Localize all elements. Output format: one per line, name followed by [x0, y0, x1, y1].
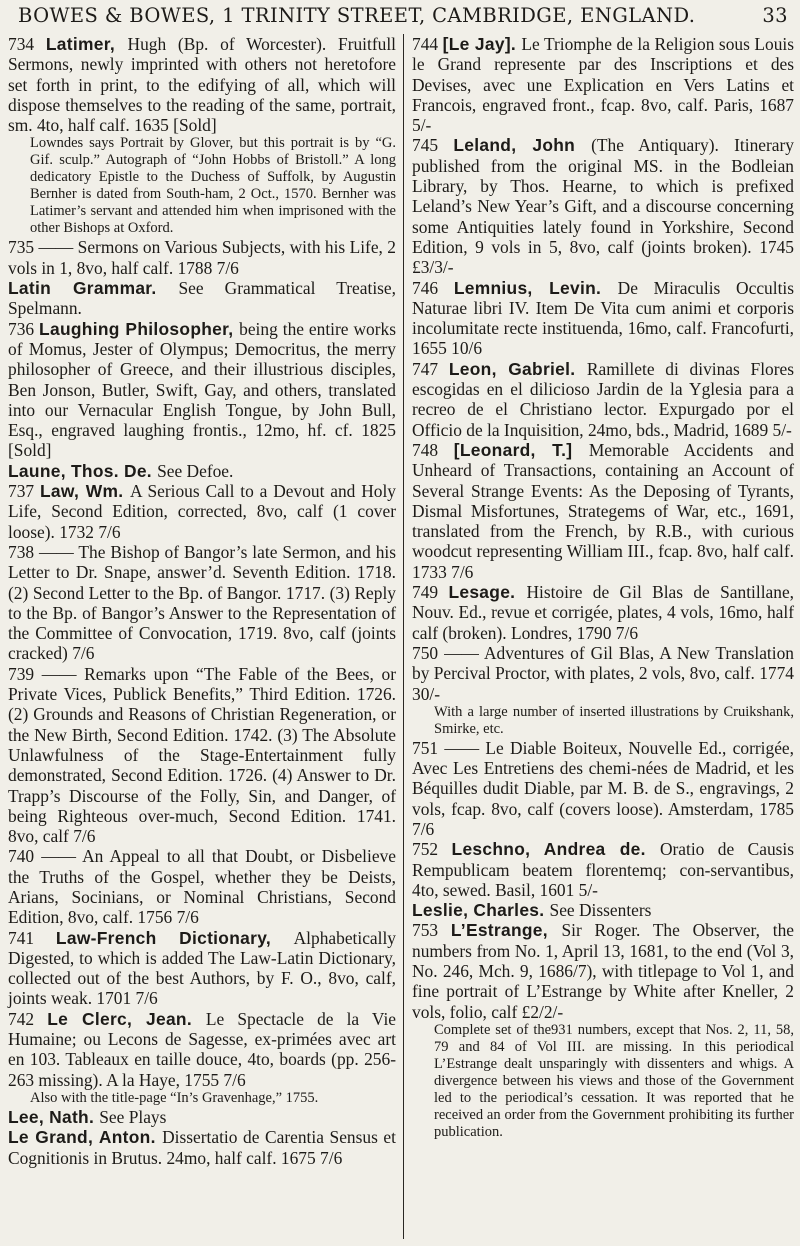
catalogue-entry	[412, 582, 794, 643]
column-divider	[403, 34, 404, 1239]
entry-number: 734	[8, 34, 46, 54]
entry-text: Le Spectacle de la Vie Humaine; ou Lecons de Sagesse, ex-primées avec art en 103. Tableaux en taille douce, 4to, boards (pp. 256-263 missing). A la Haye, 1755 7/6	[8, 1008, 397, 1090]
entry-text: —— Adventures of Gil Blas, A New Translation by Percival Proctor, with plates, 2 vols, 8vo, calf. 1774 30/-	[412, 642, 794, 704]
entry-number: 739	[8, 663, 42, 684]
entry-heading: Laughing Philosopher,	[39, 318, 240, 339]
entry-text: Ramillete di divinas Flores escogidas en el dilicioso Jardin de la Yglesia para a recreo de el Christiano lector. Expurgado por el Officio de la Inquisition, 24mo, bds., Madrid, 1689 5/-	[412, 358, 794, 440]
entry-number: 735	[8, 237, 39, 258]
entry-number: 742	[8, 1008, 48, 1029]
entry-heading: Lesage.	[448, 582, 527, 603]
entry-text: —— Remarks upon “The Fable of the Bees, or Private Vices, Publick Benefits,” Third Edition. 1726. (2) Grounds and Reasons of Christian Regeneration, or the New Birth, Second Edition. 1742. (3) The Absolute Unlawfulness of the Stage-Entertainment fully demonstrated, Second Edition. 1726. (4) Answer to Dr. Trapp’s Discourse of the Folly, Sin, and Danger, of being Righteous over-much, Second Edition. 1741. 8vo, calf 7/6	[8, 663, 396, 847]
entry-text: Sir Roger. The Observer, the numbers from No. 1, April 13, 1681, to the end (Vol 3, No. 246, Mch. 9, 1686/7), with titlepage to Vol 1, and fine portrait of L’Estrange by White after Kneller, 2 vols, folio, calf £2/2/-	[412, 920, 794, 1022]
entry-heading: Law-French Dictionary,	[55, 927, 294, 948]
entry-heading: Law, Wm.	[39, 481, 131, 502]
catalogue-entry	[8, 319, 396, 461]
entry-number: 744	[412, 34, 443, 54]
bookseller-address: BOWES & BOWES, 1 TRINITY STREET, CAMBRIDGE, ENGLAND.	[18, 4, 696, 27]
catalogue-entry	[8, 278, 396, 319]
entry-heading: Latimer,	[45, 34, 128, 54]
entry-text: See Defoe.	[157, 460, 234, 481]
entry-number: 750	[412, 642, 445, 663]
catalogue-entry	[412, 135, 794, 277]
entry-text: De Miraculis Occultis Naturae libri IV. Item De Vita cum animi et corporis incolumitate recte instituenda, 16mo, calf. Francofurti, 1655 10/6	[412, 277, 795, 359]
entry-number: 748	[412, 439, 454, 460]
entry-text: being the entire works of Momus, Jester of Olympus; Democritus, the merry philosopher of Greece, and their illustrious disciples, Ben Jonson, Butler, Swift, Gay, and others, translated into our Vernacular English Tongue, by John Bull, Esq., engraved laughing frontis., 12mo, hf. cf. 1825 [Sold]	[8, 318, 396, 461]
entry-text: Alphabetically Digested, to which is added The Law-Latin Dictionary, collected out of the best Authors, by F. O., 8vo, calf, joints weak. 1701 7/6	[8, 927, 396, 1009]
left-column	[8, 34, 396, 1168]
catalogue-entry	[412, 738, 794, 839]
catalogue-entry	[8, 237, 396, 278]
entry-number: 738	[8, 541, 40, 562]
entry-text: See Grammatical Treatise, Spelmann.	[8, 278, 396, 319]
catalogue-entry	[412, 920, 794, 1021]
entry-number: 746	[412, 277, 454, 298]
entry-number: 740	[8, 846, 42, 867]
entry-heading: Laune, Thos. De.	[8, 460, 158, 481]
right-column	[412, 34, 794, 1141]
entry-heading: Leon, Gabriel.	[448, 358, 587, 379]
catalogue-entry	[8, 1009, 396, 1090]
entry-heading: Leslie, Charles.	[412, 900, 550, 921]
catalogue-entry	[8, 481, 396, 542]
entry-note: Lowndes says Portrait by Glover, but this portrait is by “G. Gif. sculp.” Autograph of “John Hobbs of Bristoll.” A long dedicatory Epistle to the Duchess of Suffolk, by Augustin Bernher is dated from South-ham, 2 Oct., 1570. Bernher was Latimer’s servant and attended him when imprisoned with the other Bishops at Oxford.	[30, 135, 396, 237]
entry-text: —— The Bishop of Bangor’s late Sermon, and his Letter to Dr. Snape, answer’d. Seventh Edition. 1718. (2) Second Letter to the Bp. of Bangor. 1717. (3) Reply to the Bp. of Bangor’s Answer to the Representation of the Committee of Convocation, 1719. 8vo, calf (joints cracked) 7/6	[8, 541, 397, 664]
entry-heading: Le Clerc, Jean.	[47, 1008, 206, 1029]
entry-number: 749	[412, 582, 449, 603]
entry-number: 747	[412, 358, 449, 379]
entry-text: —— An Appeal to all that Doubt, or Disbelieve the Truths of the Gospel, whether they be Deists, Arians, Socinians, or Nominal Christians, Second Edition, 8vo, calf. 1756 7/6	[8, 846, 396, 928]
entry-text: —— Le Diable Boiteux, Nouvelle Ed., corrigée, Avec Les Entretiens des chemi-nées de Madrid, et les Béquilles dudit Diable, par M. B. de S., engravings, 2 vols, fcap. 8vo, calf (covers loose). Amsterdam, 1785 7/6	[412, 737, 794, 839]
entry-text: Hugh (Bp. of Worcester). Fruitfull Sermons, newly imprinted with others not heretofore set forth in print, to the edifying of all, which will dispose themselves to the reading of the same, portrait, sm. 4to, half calf. 1635 [Sold]	[8, 34, 396, 136]
entry-text: Dissertatio de Carentia Sensus et Cognitionis in Brutus. 24mo, half calf. 1675 7/6	[8, 1127, 396, 1168]
catalogue-entry	[8, 928, 396, 1009]
entry-number: 745	[412, 135, 454, 156]
catalogue-entry	[8, 461, 396, 481]
entry-number: 741	[8, 927, 56, 948]
entry-text: Oratio de Causis Rempublicam beatem florentemq; con-servantibus, 4to, sewed. Basil, 1601 5/-	[412, 839, 795, 900]
catalogue-entry	[8, 34, 396, 135]
catalogue-entry	[8, 664, 396, 847]
page-header	[18, 4, 788, 27]
entry-number: 753	[412, 920, 451, 941]
catalogue-entry	[412, 643, 794, 704]
entry-heading: Leland, John	[453, 135, 592, 156]
entry-heading: Lemnius, Levin.	[453, 277, 618, 298]
entry-text: —— Sermons on Various Subjects, with his Life, 2 vols in 1, 8vo, half calf. 1788 7/6	[8, 237, 396, 278]
entry-note: With a large number of inserted illustrations by Cruikshank, Smirke, etc.	[434, 703, 794, 737]
entry-note: Complete set of the931 numbers, except that Nos. 2, 11, 58, 79 and 84 of Vol III. are missing. In this periodical L’Estrange dealt unsparingly with dissenters and whigs. A divergence between his views and those of the Government led to the periodical’s cessation. It was reported that he received an order from the Government prohibiting its further publication.	[434, 1021, 794, 1140]
entry-heading: [Leonard, T.]	[453, 439, 589, 460]
catalogue-entry	[412, 900, 794, 920]
catalogue-entry	[8, 1127, 396, 1168]
entry-text: See Plays	[99, 1106, 167, 1127]
entry-number: 736	[8, 318, 40, 339]
catalogue-entry	[412, 839, 794, 900]
entry-number: 752	[412, 839, 452, 860]
catalogue-entry	[8, 542, 396, 664]
catalogue-entry	[8, 846, 396, 927]
page-number: 33	[762, 4, 788, 27]
catalogue-entry	[412, 359, 794, 440]
entry-note: Also with the title-page “In’s Gravenhage,” 1755.	[30, 1089, 319, 1106]
catalogue-entry	[412, 34, 794, 135]
entry-text: A Serious Call to a Devout and Holy Life, Second Edition, corrected, 8vo, calf (1 cover loose). 1732 7/6	[8, 481, 396, 542]
entry-text: Memorable Accidents and Unheard of Transactions, containing an Account of Several Strange Events: As the Deposing of Tyrants, Dismal Misfortunes, Strategems of War, etc., 1691, translated from the French, by R.B., with curious woodcut representing William III., fcap. 8vo, half calf. 1733 7/6	[412, 439, 794, 582]
entry-text: See Dissenters	[549, 900, 652, 921]
entry-text: Le Triomphe de la Religion sous Louis le Grand represente par des Inscriptions et des Devises, avec une Explication en Vers Latins et Francois, engraved front., fcap. 8vo, calf. Paris, 1687 5/-	[412, 34, 794, 136]
entry-heading: L’Estrange,	[450, 920, 562, 941]
entry-heading: [Le Jay].	[442, 34, 522, 54]
entry-heading: Le Grand, Anton.	[8, 1127, 163, 1148]
entry-heading: Lee, Nath.	[8, 1106, 100, 1127]
entry-number: 751	[412, 737, 445, 758]
entry-number: 737	[8, 481, 40, 502]
catalogue-entry	[412, 440, 794, 582]
entry-text: Histoire de Gil Blas de Santillane, Nouv. Ed., revue et corrigée, plates, 4 vols, 16mo, half calf (broken). Londres, 1790 7/6	[412, 582, 795, 643]
entry-text: (The Antiquary). Itinerary published from the original MS. in the Bodleian Library, by Thos. Hearne, to which is prefixed Leland’s New Year’s Gift, and a discourse concerning some Antiquities lately found in Yorkshire, Second Edition, 9 vols in 5, 8vo, calf (joints broken). 1745 £3/3/-	[412, 135, 794, 278]
catalogue-entry	[412, 278, 794, 359]
catalogue-entry	[8, 1107, 396, 1127]
entry-heading: Leschno, Andrea de.	[451, 839, 660, 860]
entry-heading: Latin Grammar.	[8, 278, 179, 299]
